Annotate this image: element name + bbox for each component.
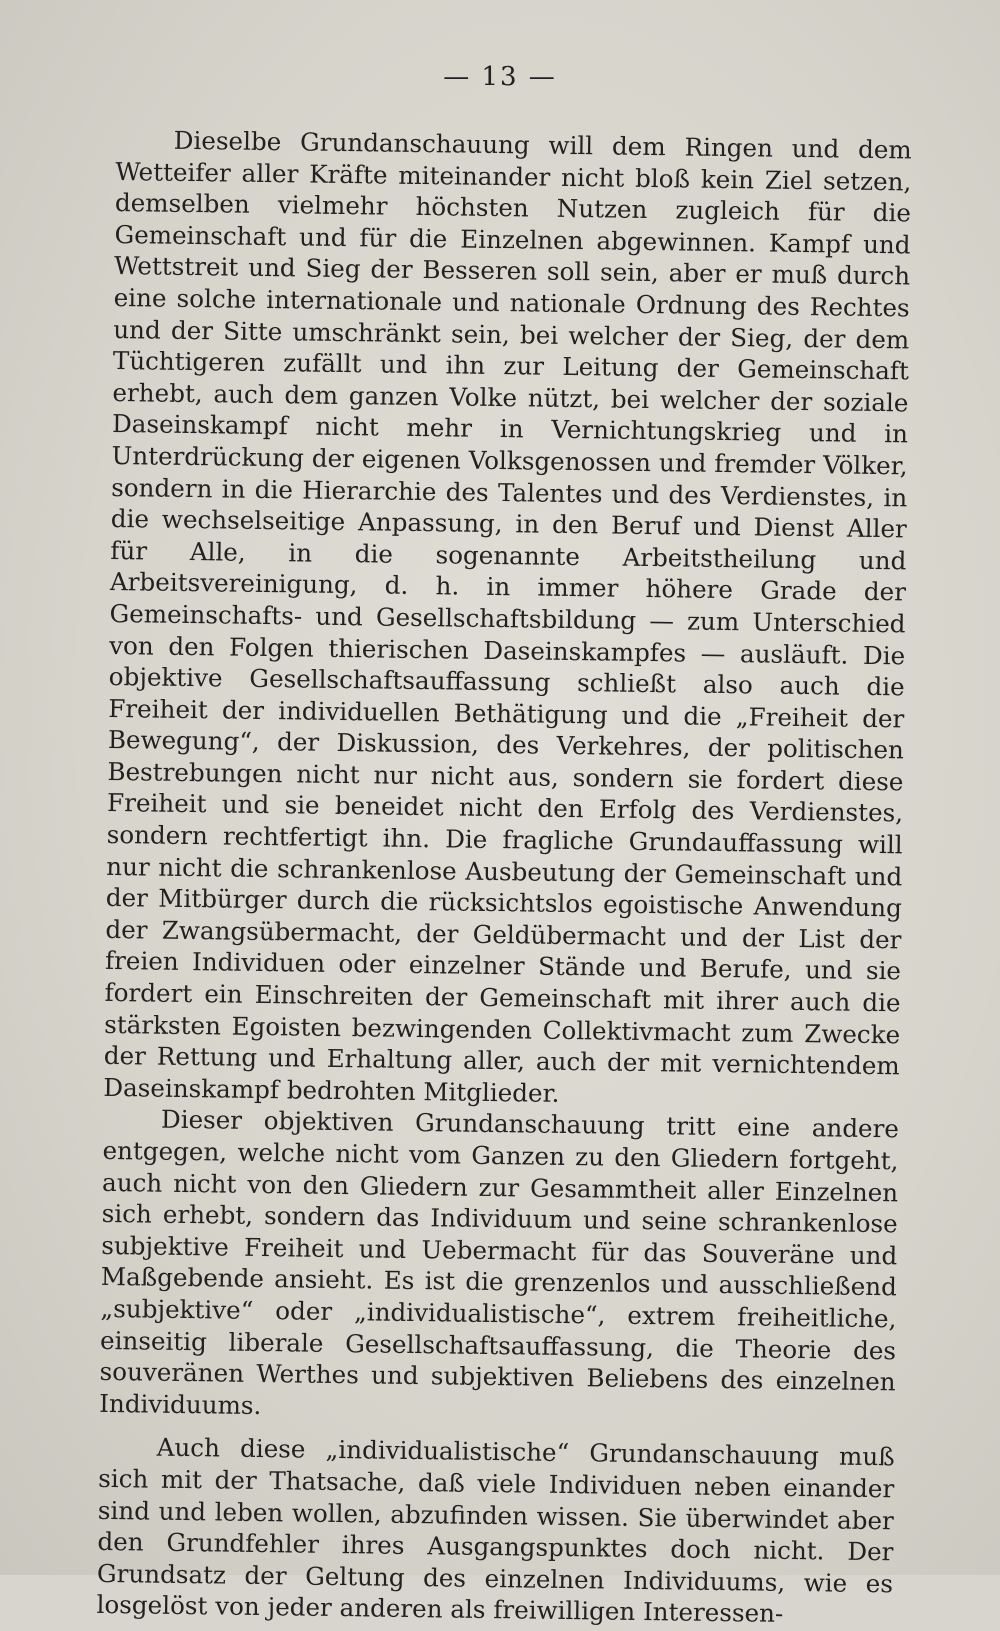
body-text xyxy=(96,124,912,1631)
page-number: — 13 — xyxy=(443,62,557,92)
paragraph-3: Auch diese „individualistische“ Grundanschauung muß sich mit der Thatsache, daß viele Individuen neben einander sind und leben wollen, abzufinden wissen. Sie überwindet aber den Grundfehler ihres Ausgangspunktes doch nicht. Der Grundsatz der Geltung des einzelnen Individuums, wie es losgelöst von jeder anderen als freiwilligen Interessen- xyxy=(96,1432,895,1629)
paragraph-2: Dieser objektiven Grundanschauung tritt eine andere entgegen, welche nicht vom Ganzen zu den Gliedern fortgeht, auch nicht von den Gliedern zur Gesammtheit aller Einzelnen sich erhebt, sondern das Individuum und seine schrankenlose subjektive Freiheit und Uebermacht für das Souveräne und Maßgebende ansieht. Es ist die grenzenlos und ausschließend „subjektive“ oder „individualistische“, extrem freiheitliche, einseitig liberale Gesellschaftsauffassung, die Theorie des souveränen Werthes und subjektiven Beliebens des einzelnen Individuums. xyxy=(99,1105,900,1420)
paragraph-1: Dieselbe Grundanschauung will dem Ringen und dem Wetteifer aller Kräfte miteinander nicht bloß kein Ziel setzen, demselben vielmehr höchsten Nutzen zugleich für die Gemeinschaft und für die Einzelnen abgewinnen. Kampf und Wettstreit und Sieg der Besseren soll sein, aber er muß durch eine solche internationale und nationale Ordnung des Rechtes und der Sitte umschränkt sein, bei welcher der Sieg, der dem Tüchtigeren zufällt und ihn zur Leitung der Gemeinschaft erhebt, auch dem ganzen Volke nützt, bei welcher der soziale Daseinskampf nicht mehr in Vernichtungskrieg und in Unterdrückung der eigenen Volksgenossen und fremder Völker, sondern in die Hierarchie des Talentes und des Verdienstes, in die wechselseitige Anpassung, in den Beruf und Dienst Aller für Alle, in die sogenannte Arbeitstheilung und Arbeitsvereinigung, d. h. in immer höhere Grade der Gemeinschafts- und Gesellschaftsbildung — zum Unterschied von den Folgen thierischen Daseinskampfes — ausläuft. Die objektive Gesellschaftsauffassung schließt also auch die Freiheit der individuellen Bethätigung und die „Freiheit der Bewegung“, der Diskussion, des Verkehres, der politischen Bestrebungen nicht nur nicht aus, sondern sie fordert diese Freiheit und sie beneidet nicht den Erfolg des Verdienstes, sondern rechtfertigt ihn. Die fragliche Grundauffassung will nur nicht die schrankenlose Ausbeutung der Gemeinschaft und der Mitbürger durch die rücksichtslos egoistische Anwendung der Zwangsübermacht, der Geldübermacht und der List der freien Individuen oder einzelner Stände und Berufe, und sie fordert ein Einschreiten der Gemeinschaft mit ihrer auch die stärksten Egoisten bezwingenden Collektivmacht zum Zwecke der Rettung und Erhaltung aller, auch der mit vernichtendem Daseinskampf bedrohten Mitglieder. xyxy=(103,125,912,1108)
